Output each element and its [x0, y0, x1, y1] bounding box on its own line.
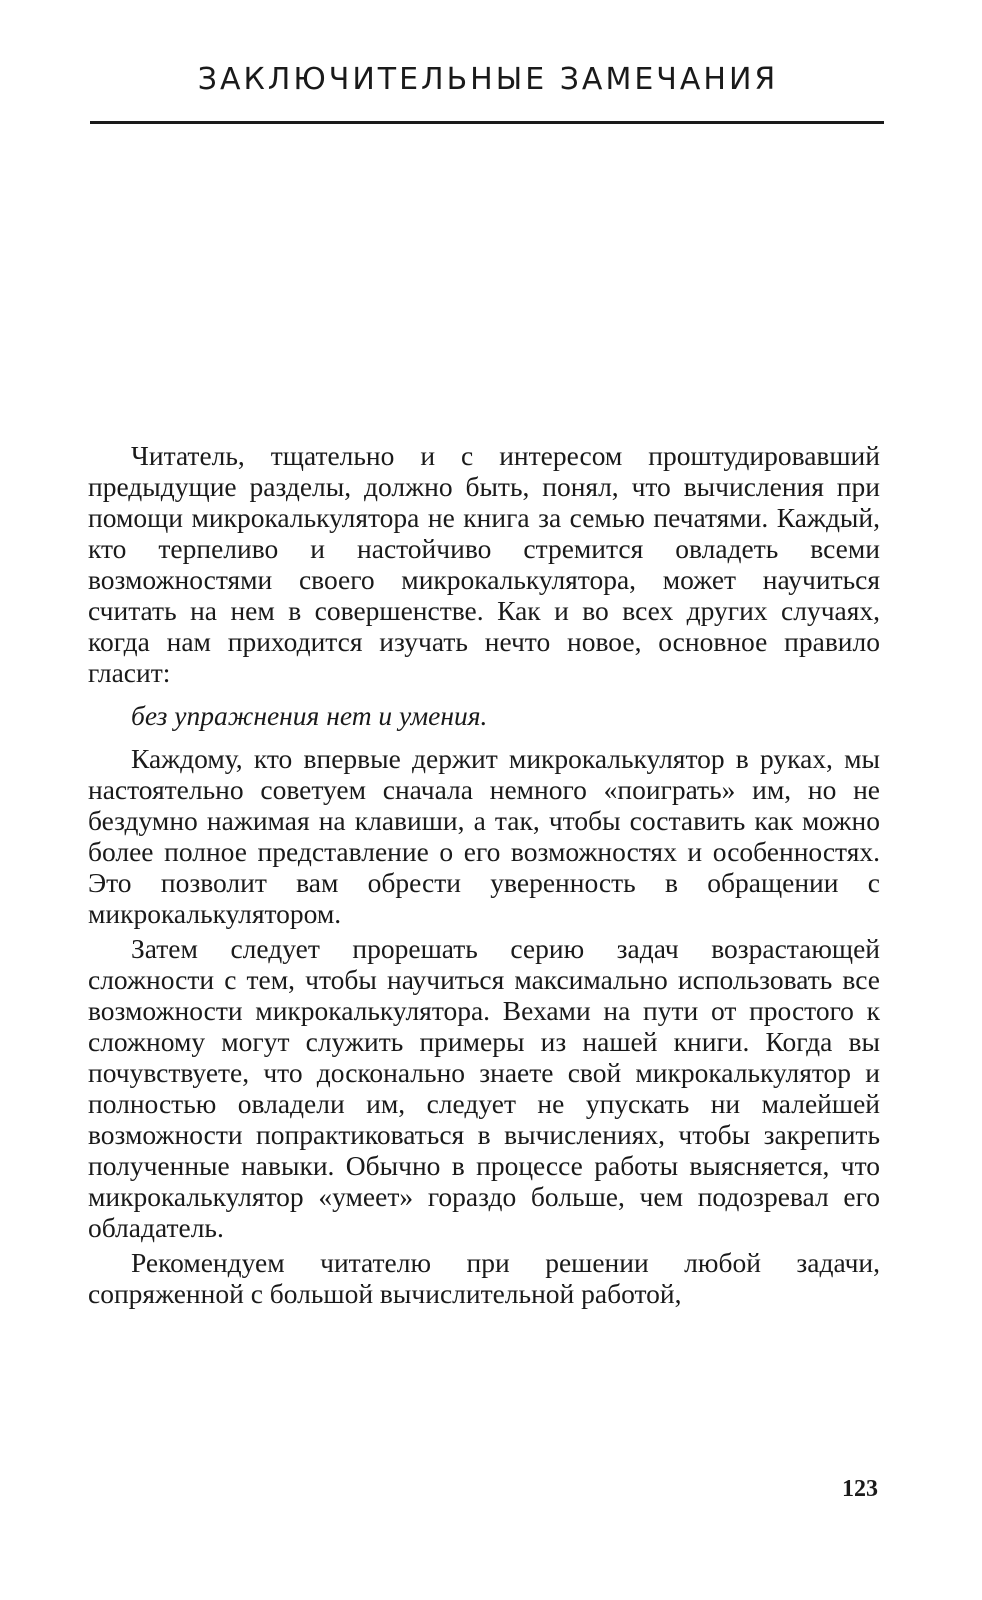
paragraph-recommendation: Рекомендуем читателю при решении любой задачи, сопряженной с большой вычислительной работой, [88, 1247, 880, 1309]
page-number: 123 [842, 1476, 878, 1502]
paragraph-intro: Читатель, тщательно и с интересом проштудировавший предыдущие разделы, должно быть, понял, что вычисления при помощи микрокалькулятора не книга за семью печатями. Каждый, кто терпеливо и настойчиво стремится овладеть всеми возможностями своего микрокалькулятора, может научиться считать на нем в совершенстве. Как и во всех других случаях, когда нам приходится изучать нечто новое, основное правило гласит: [88, 440, 880, 688]
paragraph-tasks: Затем следует прорешать серию задач возрастающей сложности с тем, чтобы научиться максимально использовать все возможности микрокалькулятора. Вехами на пути от простого к сложному могут служить примеры из нашей книги. Когда вы почувствуете, что досконально знаете свой микрокалькулятор и полностью овладели им, следует не упускать ни малейшей возможности попрактиковаться в вычислениях, чтобы закрепить полученные навыки. Обычно в процессе работы выясняется, что микрокалькулятор «умеет» гораздо больше, чем подозревал его обладатель. [88, 933, 880, 1243]
paragraph-practice: Каждому, кто впервые держит микрокалькулятор в руках, мы настоятельно советуем сначала немного «поиграть» им, но не бездумно нажимая на клавиши, а так, чтобы составить как можно более полное представление о его возможностях и особенностях. Это позволит вам обрести уверенность в обращении с микрокалькулятором. [88, 743, 880, 929]
body-text [88, 440, 880, 1309]
motto: без упражнения нет и умения. [131, 700, 488, 731]
chapter-heading: ЗАКЛЮЧИТЕЛЬНЫЕ ЗАМЕЧАНИЯ [197, 62, 779, 97]
heading-rule [90, 121, 884, 124]
